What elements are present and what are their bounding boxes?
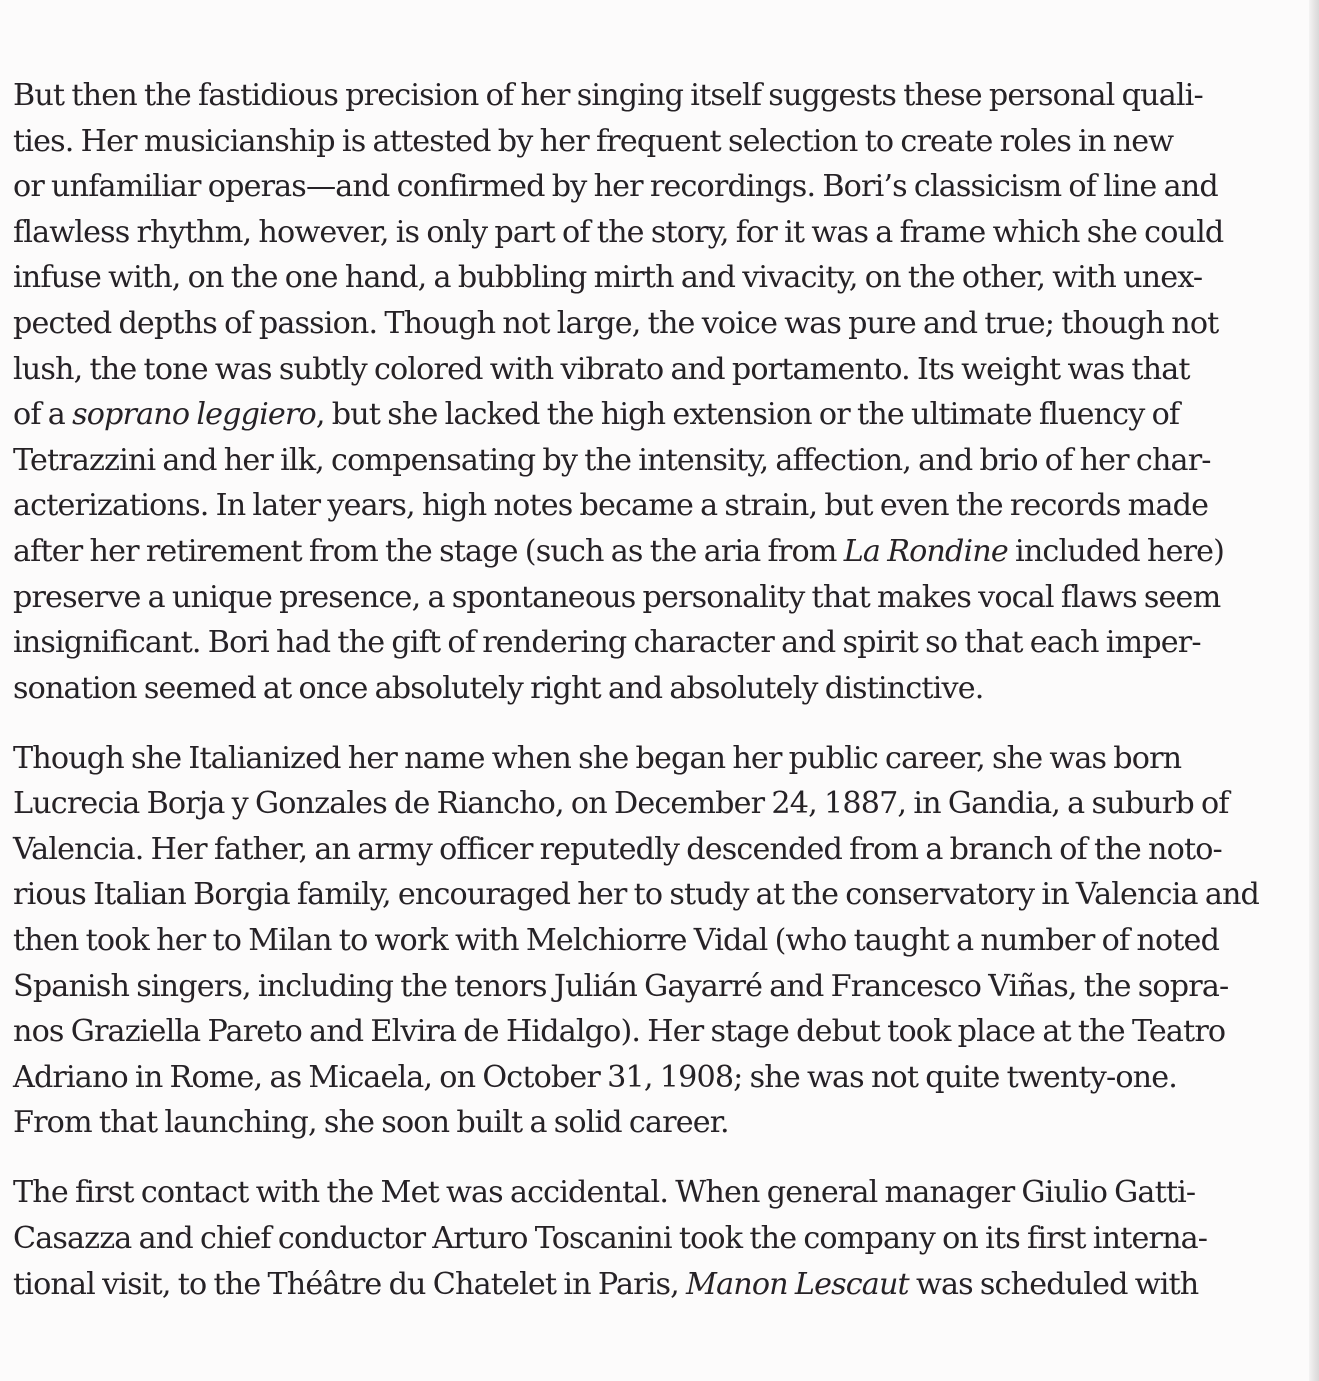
italic-title: La Rondine (843, 533, 1008, 569)
text-line (13, 1216, 1298, 1262)
text-run: From that launching, she soon built a solid career. (13, 1105, 729, 1141)
text-line (13, 827, 1298, 873)
text-run: after her retirement from the stage (such as the aria from (13, 533, 844, 569)
text-line (13, 1009, 1298, 1055)
text-line (13, 210, 1298, 256)
text-run: ties. Her musicianship is attested by her frequent selection to create roles in new (13, 123, 1174, 159)
text-line (13, 1170, 1298, 1216)
page-edge-shadow (1309, 0, 1319, 1381)
text-line (13, 73, 1298, 119)
text-run: Spanish singers, including the tenors Julián Gayarré and Francesco Viñas, the sopra- (13, 968, 1229, 1004)
text-run: Tetrazzini and her ilk, compensating by the intensity, affection, and brio of her char- (13, 442, 1211, 478)
text-run: Lucrecia Borja y Gonzales de Riancho, on December 24, 1887, in Gandia, a suburb of (13, 786, 1229, 822)
text-run: sonation seemed at once absolutely right and absolutely distinctive. (13, 670, 984, 706)
text-line (13, 255, 1298, 301)
text-line (13, 392, 1298, 438)
text-run: rious Italian Borgia family, encouraged her to study at the conservatory in Valencia and (13, 877, 1260, 913)
text-line (13, 119, 1298, 165)
text-run: Though she Italianized her name when she began her public career, she was born (13, 740, 1182, 776)
text-run: flawless rhythm, however, is only part of the story, for it was a frame which she could (13, 214, 1224, 250)
text-line (13, 781, 1298, 827)
paragraph-3 (13, 1170, 1298, 1307)
text-run: or unfamiliar operas—and confirmed by her recordings. Bori’s classicism of line and (13, 169, 1218, 205)
text-run: , but she lacked the high extension or the ultimate fluency of (315, 397, 1180, 433)
paragraph-1 (13, 73, 1298, 711)
italic-title: Manon Lescaut (686, 1266, 909, 1302)
text-line (13, 1100, 1298, 1146)
text-run: acterizations. In later years, high notes became a strain, but even the records made (13, 488, 1209, 524)
text-line (13, 438, 1298, 484)
text-run: tional visit, to the Théâtre du Chatelet in Paris, (13, 1266, 687, 1302)
text-line (13, 964, 1298, 1010)
text-run: Adriano in Rome, as Micaela, on October 31, 1908; she was not quite twenty-one. (13, 1059, 1178, 1095)
text-run: But then the fastidious precision of her singing itself suggests these personal quali- (13, 78, 1203, 113)
text-run: preserve a unique presence, a spontaneous personality that makes vocal flaws seem (13, 579, 1221, 615)
text-run: infuse with, on the one hand, a bubbling mirth and vivacity, on the other, with unex- (13, 260, 1203, 296)
text-run: nos Graziella Pareto and Elvira de Hidalgo). Her stage debut took place at the Teatro (13, 1014, 1226, 1050)
text-run: insignificant. Bori had the gift of rendering character and spirit so that each imper- (13, 625, 1201, 661)
text-run: of a (13, 397, 73, 433)
text-line (13, 872, 1298, 918)
text-run: lush, the tone was subtly colored with vibrato and portamento. Its weight was that (13, 351, 1190, 387)
text-run: Casazza and chief conductor Arturo Toscanini took the company on its first interna- (13, 1221, 1208, 1257)
text-run: Valencia. Her father, an army officer reputedly descended from a branch of the noto- (13, 831, 1222, 867)
text-line (13, 347, 1298, 393)
text-line (13, 1055, 1298, 1101)
text-run: included here) (1007, 533, 1225, 569)
text-line (13, 918, 1298, 964)
text-line (13, 164, 1298, 210)
text-run: was scheduled with (908, 1266, 1199, 1302)
text-run: The first contact with the Met was accidental. When general manager Giulio Gatti- (13, 1175, 1196, 1211)
text-line (13, 736, 1298, 782)
text-run: then took her to Milan to work with Melchiorre Vidal (who taught a number of noted (13, 923, 1220, 959)
text-run: pected depths of passion. Though not large, the voice was pure and true; though not (13, 305, 1219, 341)
text-line (13, 529, 1298, 575)
text-line (13, 1262, 1298, 1308)
text-line (13, 575, 1298, 621)
paragraph-2 (13, 736, 1298, 1146)
body-text (13, 73, 1298, 1332)
text-line (13, 666, 1298, 712)
text-line (13, 301, 1298, 347)
text-line (13, 483, 1298, 529)
text-line (13, 620, 1298, 666)
italic-title: soprano leggiero (72, 397, 316, 433)
